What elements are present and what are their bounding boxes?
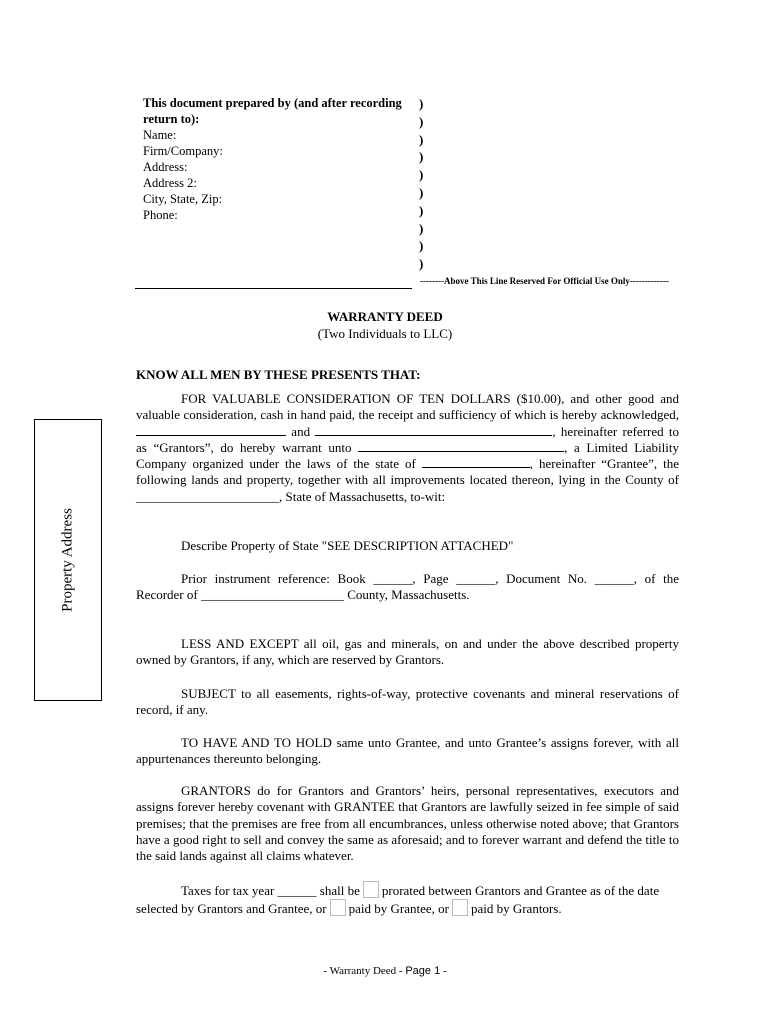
prorated-checkbox[interactable]	[363, 881, 379, 898]
less-and-except-paragraph: LESS AND EXCEPT all oil, gas and minerals, on and under the above described property owned by Grantors, if any, which are reserved by Grantors.	[136, 636, 679, 668]
document-title: WARRANTY DEED	[327, 309, 443, 324]
know-all-heading: KNOW ALL MEN BY THESE PRESENTS THAT:	[136, 367, 421, 382]
state-of-text: the state of	[353, 456, 416, 472]
paren: )	[419, 202, 424, 218]
consideration-text: FOR VALUABLE CONSIDERATION OF TEN DOLLARS ($10.00), and other good and valuable consideration, cash in hand paid, the receipt and sufficiency of which is hereby acknowledged,	[136, 391, 679, 423]
signature-line	[135, 288, 412, 289]
paren: )	[419, 96, 424, 111]
paid-by-grantors-text: paid by Grantors.	[470, 901, 562, 917]
consideration-paragraph	[136, 391, 679, 505]
property-description: Describe Property of State "SEE DESCRIPTION ATTACHED"	[181, 538, 514, 553]
official-use-note: --------Above This Line Reserved For Official Use Only-------------	[420, 276, 669, 286]
grantor-1-blank[interactable]	[136, 424, 286, 436]
property-address-box[interactable]	[34, 419, 102, 701]
grantors-covenant-paragraph: GRANTORS do for Grantors and Grantors’ heirs, personal representatives, executors and assigns forever hereby covenant with GRANTEE that Grantors are lawfully seized in fee simple of said premises; that the premises are free from all encumbrances, unless otherwise noted above; that Grantors have a good right to sell and convey the same as aforesaid; and to forever warrant and defend the title to the said lands against all claims whatever.	[136, 783, 679, 864]
comma-text: ,	[552, 423, 556, 439]
paid-by-grantee-checkbox[interactable]	[330, 899, 346, 916]
field-address: Address:	[143, 160, 188, 174]
field-city-state-zip: City, State, Zip:	[143, 192, 223, 206]
paren: )	[419, 238, 424, 254]
page-footer	[0, 965, 770, 977]
prepared-by-heading: This document prepared by (and after recording return to):	[143, 96, 402, 126]
field-phone: Phone:	[143, 208, 178, 222]
grantor-2-blank[interactable]	[315, 424, 552, 436]
paren: )	[419, 167, 424, 183]
field-firm: Firm/Company:	[143, 144, 223, 158]
paren-column	[419, 95, 423, 273]
field-name: Name:	[143, 128, 177, 142]
field-address-2: Address 2:	[143, 176, 197, 190]
footer-dash: -	[442, 965, 447, 977]
prior-instrument-reference: Prior instrument reference: Book ______, Page ______, Document No. ______, of the Recorder of ______________________ County, Massachusetts.	[136, 571, 679, 603]
prorated-text: prorated between Grantors and Grantee as of the date selected by Grantors and Grantee, or	[136, 883, 660, 917]
llc-text: , a Limited Liability Company organized under the laws of	[136, 439, 679, 472]
preparer-block	[143, 95, 413, 223]
page-number: Page 1	[405, 965, 441, 977]
taxes-paragraph	[136, 881, 679, 918]
paren: )	[419, 149, 424, 165]
property-address-label: Property Address	[59, 508, 76, 612]
paren: )	[419, 220, 424, 236]
to-have-and-hold-paragraph: TO HAVE AND TO HOLD same unto Grantee, and unto Grantee’s assigns forever, with all appurtenances thereunto belonging.	[136, 735, 679, 767]
paid-by-grantors-checkbox[interactable]	[452, 899, 468, 916]
footer-doc-name: - Warranty Deed -	[323, 965, 403, 977]
paren: )	[419, 131, 424, 147]
paren: )	[419, 256, 424, 272]
taxes-text: Taxes for tax year ______ shall be	[181, 883, 360, 898]
grantee-blank[interactable]	[358, 440, 564, 452]
paid-by-grantee-text: paid by Grantee, or	[348, 901, 449, 917]
state-blank[interactable]	[422, 456, 530, 468]
grantors-text: hereinafter referred to as “Grantors”, do hereby warrant unto	[136, 423, 680, 455]
paren: )	[419, 113, 424, 129]
and-text: and	[291, 423, 311, 439]
grantee-lands-text: , hereinafter “Grantee”, the following lands and property, together with all improvements located thereon, lying in the County of ______________________, State of Massachusetts, to-wit:	[136, 456, 679, 504]
paren: )	[419, 184, 424, 200]
document-subtitle: (Two Individuals to LLC)	[317, 326, 453, 341]
subject-to-paragraph: SUBJECT to all easements, rights-of-way, protective covenants and mineral reservations of record, if any.	[136, 686, 679, 718]
